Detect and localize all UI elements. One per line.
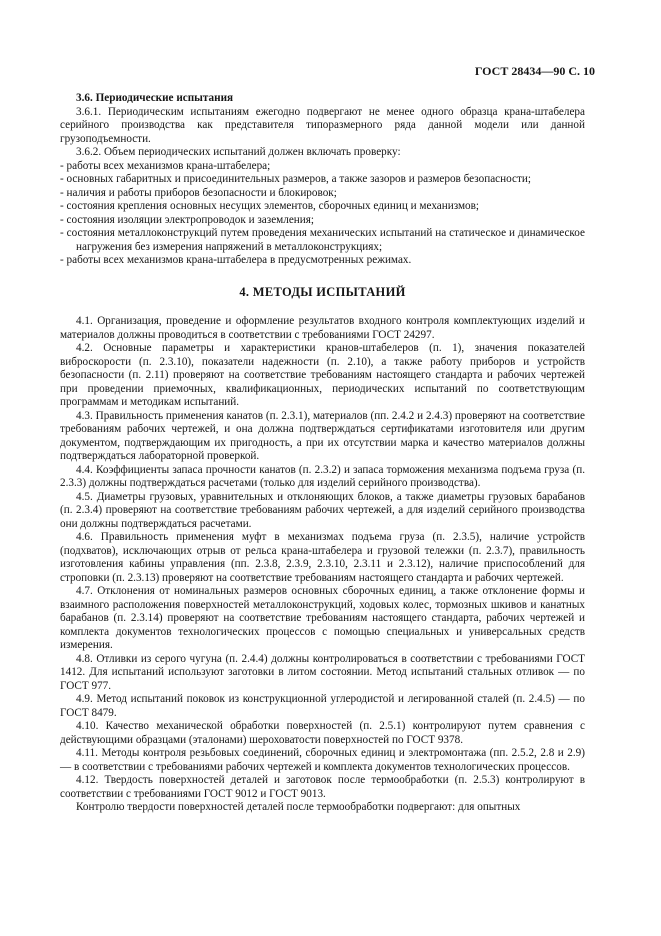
subsection-title-3-6: 3.6. Периодические испытания — [76, 92, 234, 104]
list-item: - основных габаритных и присоединительных размеров, а также зазоров и размеров безопасности; — [60, 173, 531, 185]
paragraph-4-12-continued: Контролю твердости поверхностей деталей после термообработки подвергают: для опытных — [76, 801, 521, 813]
list-item: - состояния металлоконструкций путем проведения механических испытаний на статическое и динамическое нагружения без измерения напряжений в металлоконструкциях; — [60, 227, 585, 253]
paragraph-4-11: 4.11. Методы контроля резьбовых соединений, сборочных единиц и электромонтажа (пп. 2.5.2, 2.8 и 2.9) — в соответствии с требованиями рабочих чертежей и комплекта документов технологических процессов. — [60, 747, 585, 773]
paragraph-4-12: 4.12. Твердость поверхностей деталей и заготовок после термообработки (п. 2.5.3) контролируют в соответствии с требованиями ГОСТ 9012 и ГОСТ 9013. — [60, 774, 585, 800]
paragraph-4-6: 4.6. Правильность применения муфт в механизмах подъема груза (п. 2.3.5), наличие устройств (подхватов), исключающих отрыв от рельса крана-штабелера и грузовой тележки (п. 2.3.7), правильность изготовления кабины управления (пп. 2.3.8, 2.3.9, 2.3.10, 2.3.11 и 2.3.12), наличие приспособлений для строповки (п. 2.3.13) проверяют на соответствие требованиям настоящего стандарта и рабочих чертежей. — [60, 531, 585, 584]
paragraph-4-3: 4.3. Правильность применения канатов (п. 2.3.1), материалов (пп. 2.4.2 и 2.4.3) проверяют на соответствие требованиям рабочих чертежей, и она должна подтверждаться сертификатами изготовителя или другим документом, подтверждающим их пригодность, а при их отсутствии марка и качество материалов должны подтверждаться лабораторной проверкой. — [60, 409, 585, 462]
paragraph-3-6-2: 3.6.2. Объем периодических испытаний должен включать проверку: — [76, 146, 401, 158]
paragraph-4-1: 4.1. Организация, проведение и оформление результатов входного контроля комплектующих изделий и материалов должны проводиться в соответствии с требованиями ГОСТ 24297. — [60, 315, 585, 341]
list-item: - состояния изоляции электропроводок и заземления; — [60, 213, 315, 226]
list-item: - работы всех механизмов крана-штабелера в предусмотренных режимах. — [60, 254, 412, 266]
paragraph-4-2: 4.2. Основные параметры и характеристики кранов-штабелеров (п. 1), значения показателей виброскорости (п. 2.3.10), показатели надежности (п. 2.10), а также работу приборов и устройств безопасности (п. 2.11) проверяют на соответствие требованиям настоящего стандарта и рабочих чертежей при проведении приемочных, квалификационных, периодических испытаний по соответствующим программам и методикам испытаний. — [60, 342, 585, 408]
paragraph-4-10: 4.10. Качество механической обработки поверхностей (п. 2.5.1) контролируют путем сравнения с действующими образцами (эталонами) шероховатости поверхностей по ГОСТ 9378. — [60, 720, 585, 746]
inspection-list — [60, 160, 585, 268]
list-item: - работы всех механизмов крана-штабелера; — [60, 159, 271, 172]
section-title-4: 4. МЕТОДЫ ИСПЫТАНИЙ — [239, 284, 406, 299]
page-content — [60, 92, 585, 815]
list-item: - состояния крепления основных несущих элементов, сборочных единиц и механизмов; — [60, 200, 480, 212]
paragraph-3-6-1: 3.6.1. Периодическим испытаниям ежегодно подвергают не менее одного образца крана-штабелера серийного производства как представителя типоразмерного ряда данной модели или данной грузоподъемности. — [60, 105, 585, 145]
paragraph-4-9: 4.9. Метод испытаний поковок из конструкционной углеродистой и легированной сталей (п. 2.4.5) — по ГОСТ 8479. — [60, 693, 585, 719]
paragraph-4-5: 4.5. Диаметры грузовых, уравнительных и отклоняющих блоков, а также диаметры грузовых барабанов (п. 2.3.4) проверяют на соответствие требованиям рабочих чертежей, а для изделий серийного производства они должны подтверждаться расчетами. — [60, 490, 585, 530]
paragraph-4-4: 4.4. Коэффициенты запаса прочности канатов (п. 2.3.2) и запаса торможения механизма подъема груза (п. 2.3.3) должны подтверждаться расчетами (только для изделий серийного производства). — [60, 463, 585, 489]
page-header: ГОСТ 28434—90 С. 10 — [474, 64, 595, 78]
paragraph-4-7: 4.7. Отклонения от номинальных размеров основных сборочных единиц, а также отклонение формы и взаимного расположения поверхностей металлоконструкций, ходовых колес, тормозных шкивов и канатных барабанов (п. 2.3.14) проверяют на соответствие требованиям настоящего стандарта, рабочих чертежей и комплекта документов технологических процессов с помощью специальных и универсальных средств измерения. — [60, 585, 585, 651]
paragraph-4-8: 4.8. Отливки из серого чугуна (п. 2.4.4) должны контролироваться в соответствии с требованиями ГОСТ 1412. Для испытаний используют заготовки в литом состоянии. Метод испытаний стальных отливок — по ГОСТ 977. — [60, 652, 585, 692]
list-item: - наличия и работы приборов безопасности и блокировок; — [60, 186, 337, 199]
